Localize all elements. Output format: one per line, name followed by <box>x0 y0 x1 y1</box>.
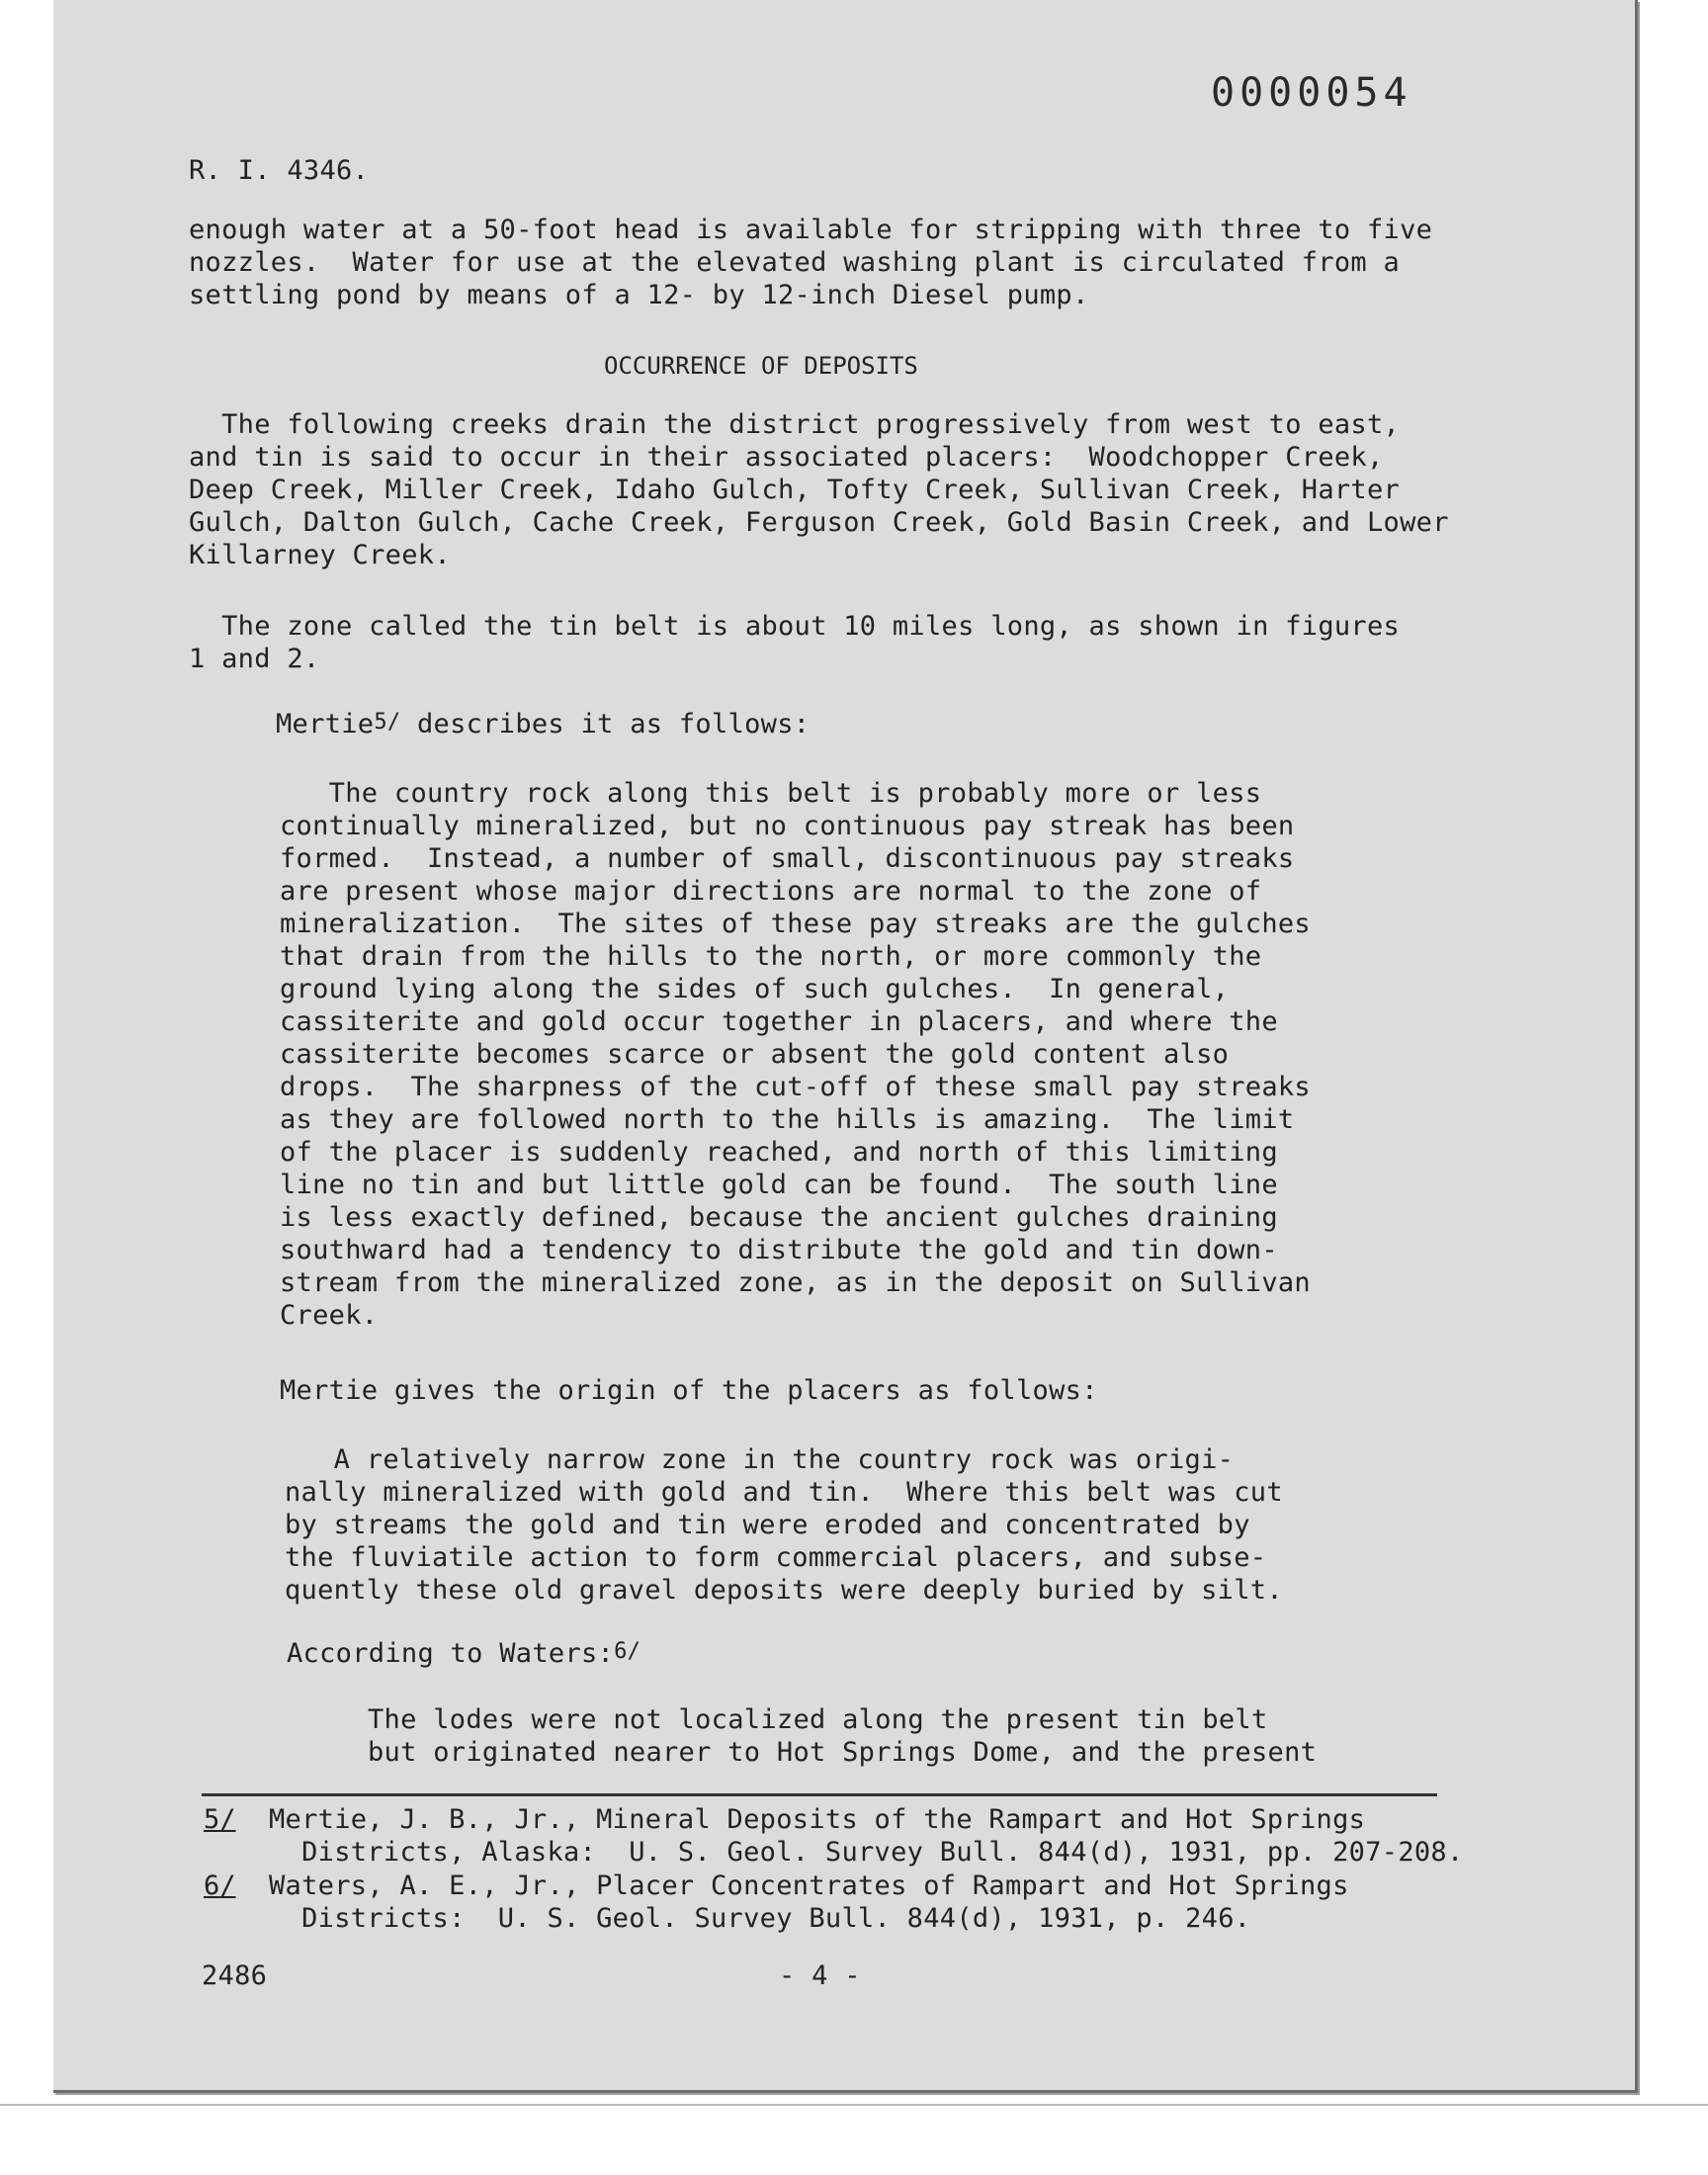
paragraph-waters-intro <box>287 1637 640 1672</box>
page-number: - 4 - <box>779 1960 861 1991</box>
paragraph-tin-belt: The zone called the tin belt is about 10 miles long, as shown in figures 1 and 2. <box>189 611 1401 674</box>
paragraph-creeks: The following creeks drain the district progressively from west to east, and tin is said to occur in their associated placers: Woodchopper Creek, Deep Creek, Miller Creek, Idaho Gulch, Tofty Creek, Sullivan Creek, Harter Gulch, Dalton Gulch, Cache Creek, Ferguson Creek, Gold Basin Creek, and Lower Killarney Creek. <box>189 409 1449 570</box>
footnote-ref-5: 5/ <box>374 710 401 735</box>
document-number: 2486 <box>202 1960 268 1991</box>
paragraph-water-supply: enough water at a 50-foot head is available for stripping with three to five nozzles. Water for use at the elevated washing plant is circulated from a settling pond by means of a 12- by 12-inch Diesel pump. <box>189 215 1433 310</box>
mertie-intro-tail: describes it as follows: <box>400 709 811 740</box>
paragraph-mertie-origin: Mertie gives the origin of the placers as follows: <box>280 1375 1098 1406</box>
quote-mertie-description: The country rock along this belt is probably more or less continually mineralized, but no continuous pay streak has been formed. Instead, a number of small, discontinuous pay streaks are present whose major directions are normal to the zone of mineralization. The sites of these pay streaks are the gulches that drain from the hills to the north, or more commonly the ground lying along the sides of such gulches. In general, cassiterite and gold occur together in placers, and where the cassiterite becomes scarce or absent the gold content also drops. The sharpness of the cut-off of these small pay streaks as they are followed north to the hills is amazing. The limit of the placer is suddenly reached, and north of this limiting line no tin and but little gold can be found. The south line is less exactly defined, because the ancient gulches draining southward had a tendency to distribute the gold and tin down- stream from the mineralized zone, as in the deposit on Sullivan Creek. <box>280 778 1311 1331</box>
quote-mertie-origin: A relatively narrow zone in the country rock was origi- nally mineralized with gold and tin. Where this belt was cut by streams the gold and tin were eroded and concentrated by the fluviatile action to form commercial placers, and subse- quently these old gravel deposits were deeply buried by silt. <box>285 1444 1283 1606</box>
mertie-intro-lead: Mertie <box>276 709 375 740</box>
waters-intro-lead: According to Waters: <box>287 1638 615 1669</box>
footnote-divider <box>202 1793 1437 1796</box>
footnote-6-mark: 6/ <box>204 1870 236 1901</box>
paragraph-mertie-intro <box>276 708 810 742</box>
footnote-5-text: Mertie, J. B., Jr., Mineral Deposits of the Rampart and Hot Springs Districts, Alaska: U. S. Geol. Survey Bull. 844(d), 1931, pp. 207-208. <box>269 1804 1464 1868</box>
scan-edge-line <box>0 2104 1708 2106</box>
footnote-ref-6: 6/ <box>614 1639 641 1664</box>
page-id-stamp: 0000054 <box>1211 70 1412 116</box>
section-heading: OCCURRENCE OF DEPOSITS <box>604 352 918 380</box>
report-number: R. I. 4346. <box>189 155 370 186</box>
footnote-5-mark: 5/ <box>204 1804 236 1835</box>
quote-waters: The lodes were not localized along the present tin belt but originated nearer to Hot Springs Dome, and the present <box>368 1704 1318 1768</box>
footnote-6-text: Waters, A. E., Jr., Placer Concentrates of Rampart and Hot Springs Districts: U. S. Geol. Survey Bull. 844(d), 1931, p. 246. <box>269 1870 1349 1934</box>
